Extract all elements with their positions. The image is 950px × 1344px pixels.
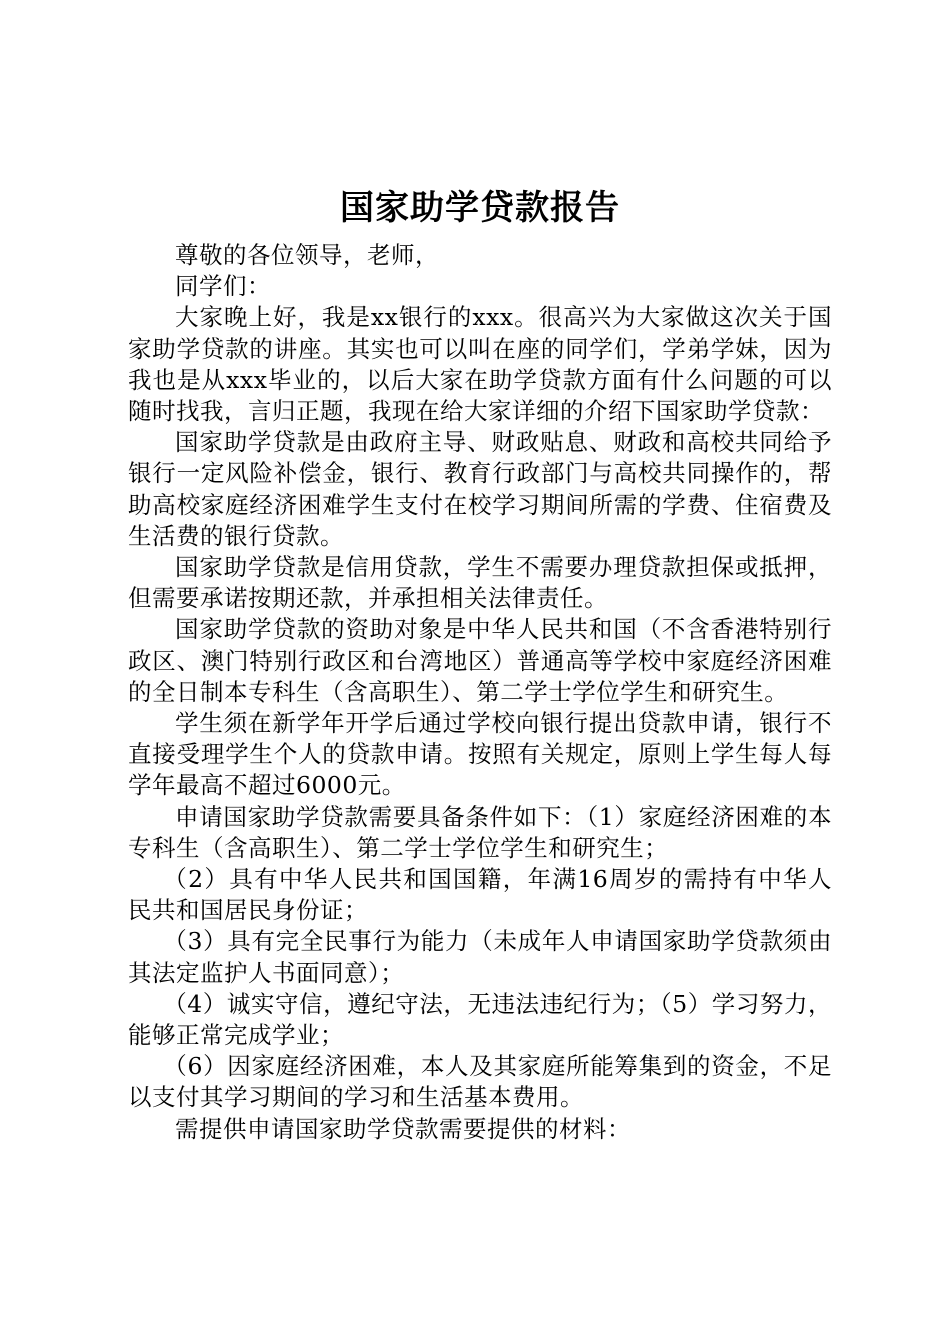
salutation-line-1: 尊敬的各位领导，老师，	[175, 241, 439, 269]
condition-item-6: （6）因家庭经济困难，本人及其家庭所能筹集到的资金，不足以支付其学习期间的学习和生活基本费用。	[128, 1052, 832, 1112]
paragraph-conditions-intro: 申请国家助学贷款需要具备条件如下：（1）家庭经济困难的本专科生（含高职生）、第二学士学位学生和研究生；	[128, 802, 832, 862]
paragraph-application-process: 学生须在新学年开学后通过学校向银行提出贷款申请，银行不直接受理学生个人的贷款申请。按照有关规定，原则上学生每人每学年最高不超过6000元。	[128, 709, 832, 800]
salutation-line-2: 同学们：	[175, 272, 271, 301]
document-body	[128, 182, 832, 1145]
paragraph-greeting: 大家晚上好，我是xx银行的xxx。很高兴为大家做这次关于国家助学贷款的讲座。其实也可以叫在座的同学们，学弟学妹，因为我也是从xxx毕业的，以后大家在助学贷款方面有什么问题的可以随时找我，言归正题，我现在给大家详细的介绍下国家助学贷款：	[128, 303, 832, 426]
paragraph-definition: 国家助学贷款是由政府主导、财政贴息、财政和高校共同给予银行一定风险补偿金，银行、教育行政部门与高校共同操作的，帮助高校家庭经济困难学生支付在校学习期间所需的学费、住宿费及生活费的银行贷款。	[128, 428, 832, 550]
condition-item-4-5: （4）诚实守信，遵纪守法，无违法违纪行为；（5）学习努力，能够正常完成学业；	[128, 989, 832, 1050]
paragraph-eligible-recipients: 国家助学贷款的资助对象是中华人民共和国（不含香港特别行政区、澳门特别行政区和台湾地区）普通高等学校中家庭经济困难的全日制本专科生（含高职生）、第二学士学位学生和研究生。	[128, 615, 832, 706]
paragraph-credit-loan: 国家助学贷款是信用贷款，学生不需要办理贷款担保或抵押，但需要承诺按期还款，并承担相关法律责任。	[128, 553, 832, 613]
document-title: 国家助学贷款报告	[340, 188, 620, 228]
paragraph-materials-intro: 需提供申请国家助学贷款需要提供的材料：	[175, 1114, 631, 1143]
condition-item-3: （3）具有完全民事行为能力（未成年人申请国家助学贷款须由其法定监护人书面同意）；	[128, 927, 832, 987]
condition-item-2: （2）具有中华人民共和国国籍，年满16周岁的需持有中华人民共和国居民身份证；	[128, 865, 832, 925]
